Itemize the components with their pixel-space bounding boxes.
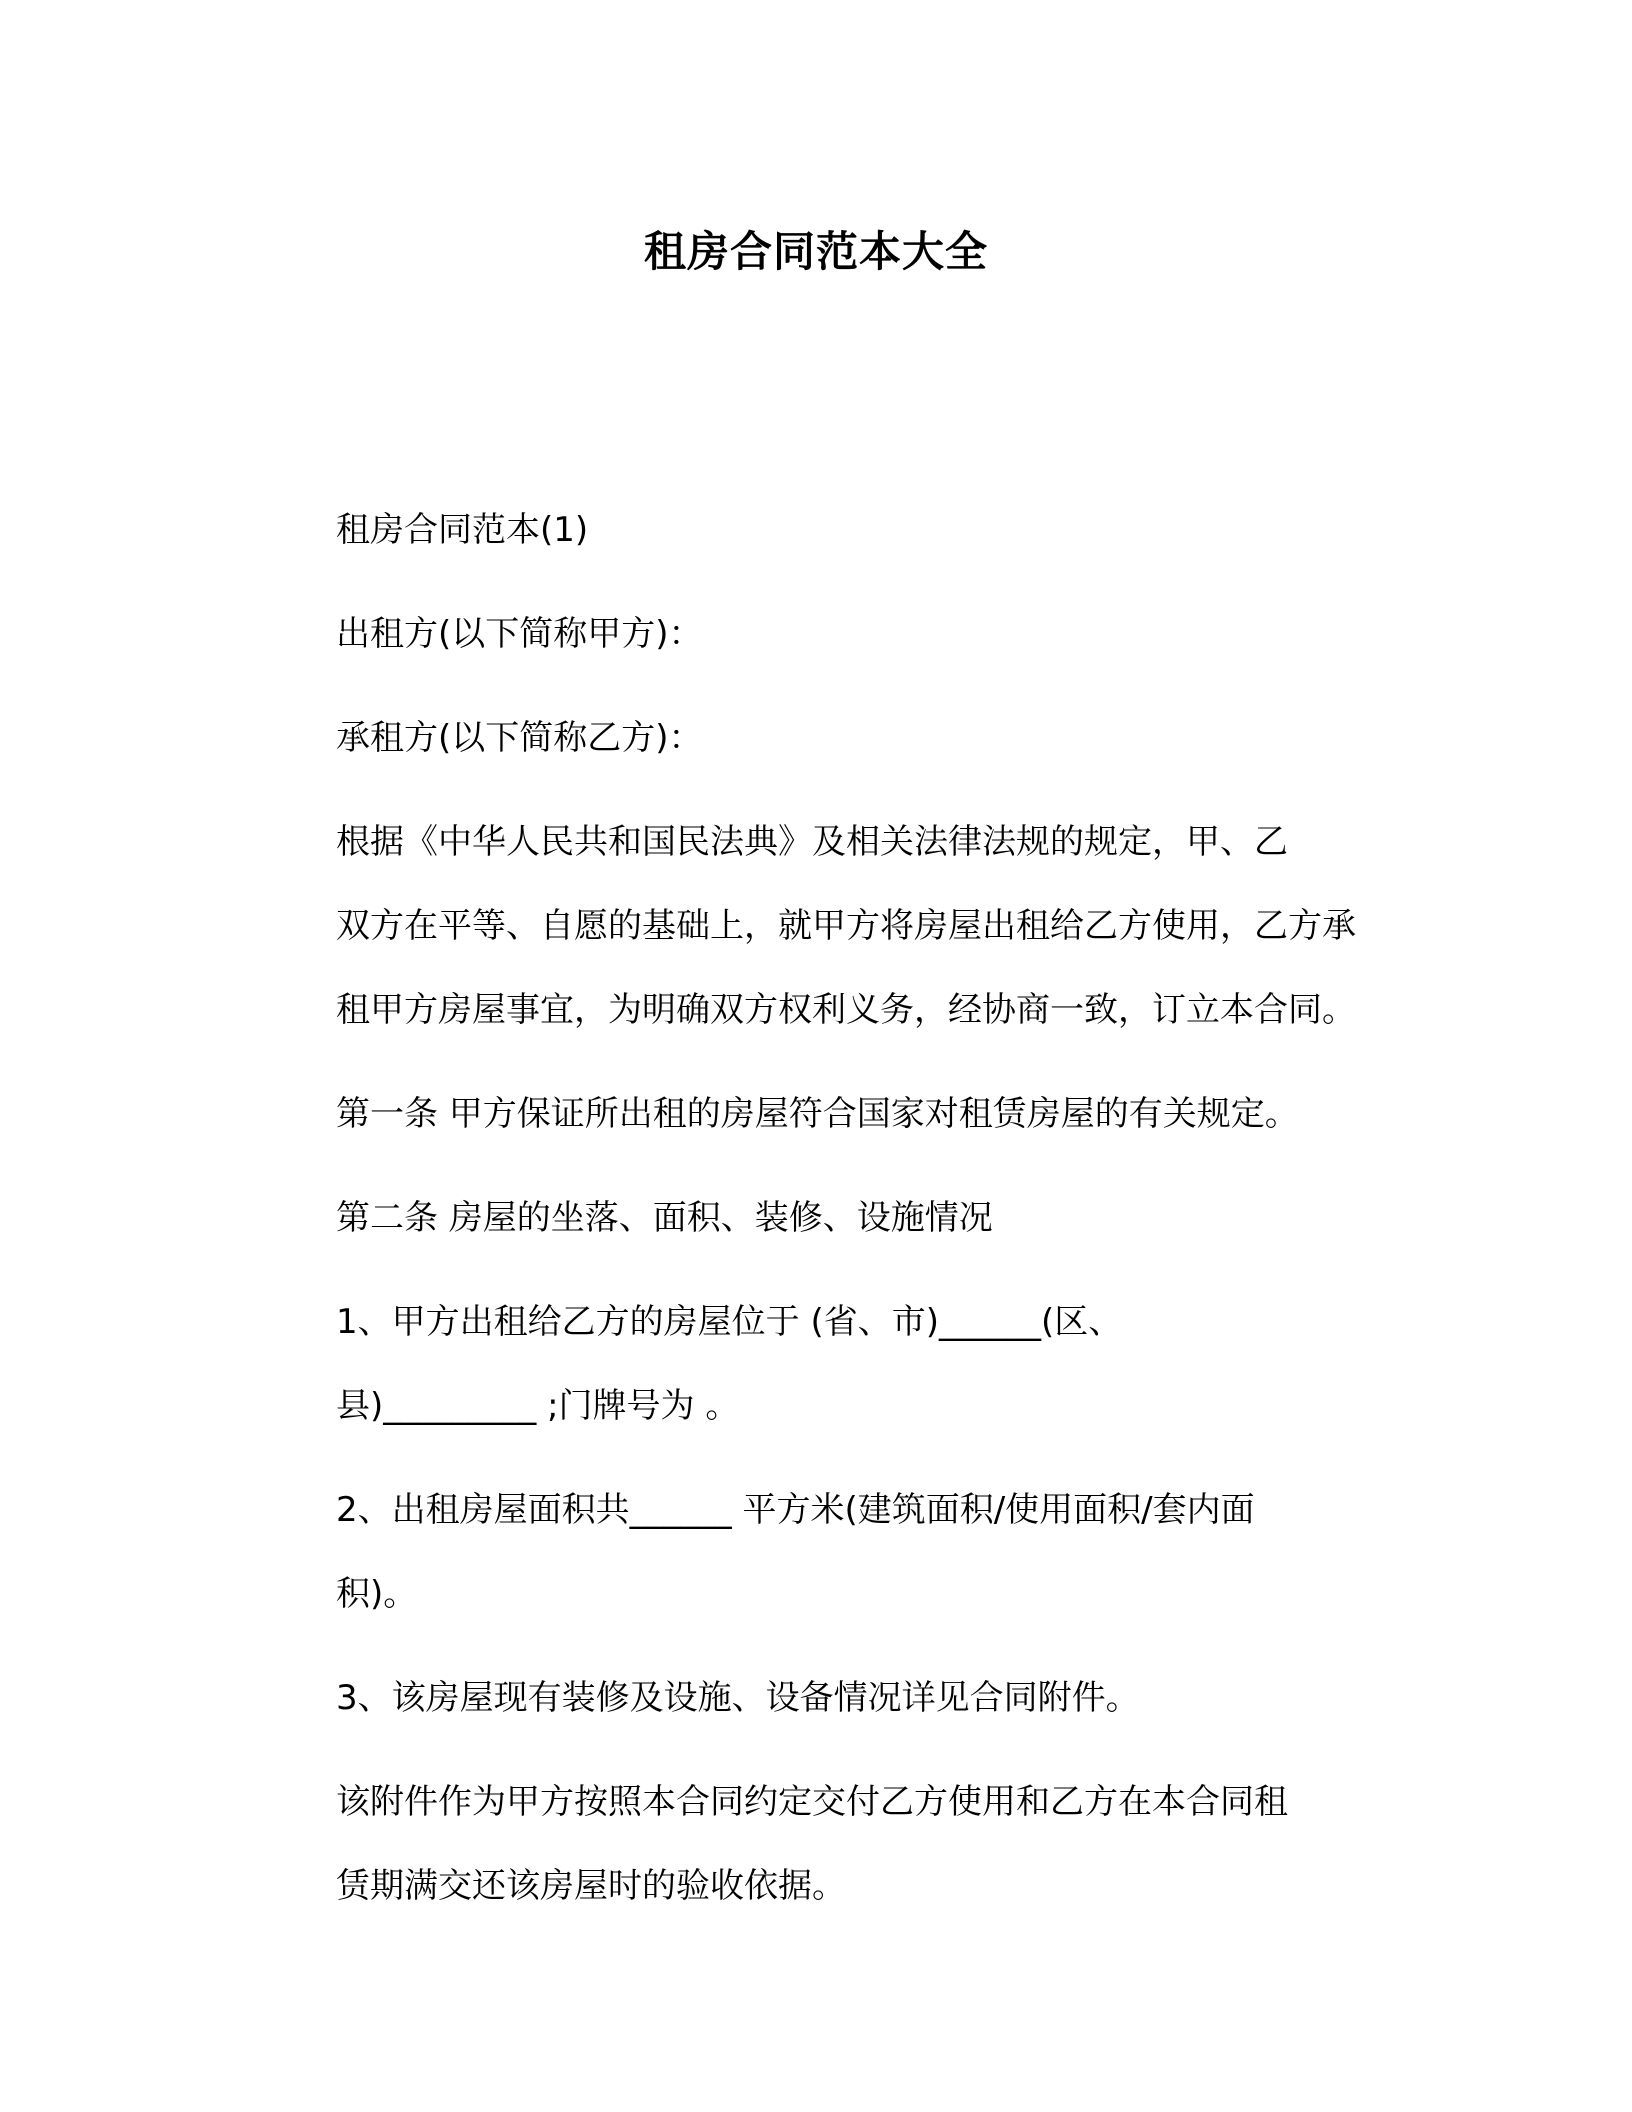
paragraph-item-3 (240, 1656, 1388, 1740)
paragraph-line: 根据《中华人民共和国民法典》及相关法律法规的规定，甲、乙 (336, 822, 1288, 862)
paragraph-item-1 (240, 1280, 1388, 1448)
paragraph-line: 第二条 房屋的坐落、面积、装修、设施情况 (336, 1198, 993, 1238)
paragraph-attachment (240, 1760, 1388, 1928)
paragraph-lessee (240, 696, 1388, 780)
paragraph-line: 出租方(以下简称甲方)： (336, 614, 703, 654)
paragraph-line: 赁期满交还该房屋时的验收依据。 (336, 1866, 846, 1906)
paragraph-line: 积)。 (336, 1574, 418, 1614)
paragraph-line: 县)_________ ;门牌号为 。 (336, 1386, 740, 1426)
paragraph-line: 租房合同范本(1) (336, 510, 589, 550)
paragraph-preamble (240, 800, 1388, 1052)
paragraph-lessor (240, 592, 1388, 676)
paragraph-line: 租甲方房屋事宜，为明确双方权利义务，经协商一致，订立本合同。 (336, 990, 1356, 1030)
paragraph-line: 承租方(以下简称乙方)： (336, 718, 703, 758)
paragraph-line: 该附件作为甲方按照本合同约定交付乙方使用和乙方在本合同租 (336, 1782, 1288, 1822)
paragraph-line: 双方在平等、自愿的基础上，就甲方将房屋出租给乙方使用，乙方承 (336, 906, 1356, 946)
paragraph-article-1 (240, 1072, 1388, 1156)
paragraph-line: 第一条 甲方保证所出租的房屋符合国家对租赁房屋的有关规定。 (336, 1094, 1299, 1134)
paragraph-line: 1、甲方出租给乙方的房屋位于 (省、市)______(区、 (336, 1302, 1123, 1342)
paragraph-line: 3、该房屋现有装修及设施、设备情况详见合同附件。 (336, 1678, 1140, 1718)
paragraph-item-2 (240, 1468, 1388, 1636)
paragraph-article-2 (240, 1176, 1388, 1260)
paragraph-contract-label (240, 488, 1388, 572)
document-body (240, 488, 1388, 1948)
document-title: 租房合同范本大全 (643, 227, 988, 276)
paragraph-line: 2、出租房屋面积共______ 平方米(建筑面积/使用面积/套内面 (336, 1490, 1255, 1530)
